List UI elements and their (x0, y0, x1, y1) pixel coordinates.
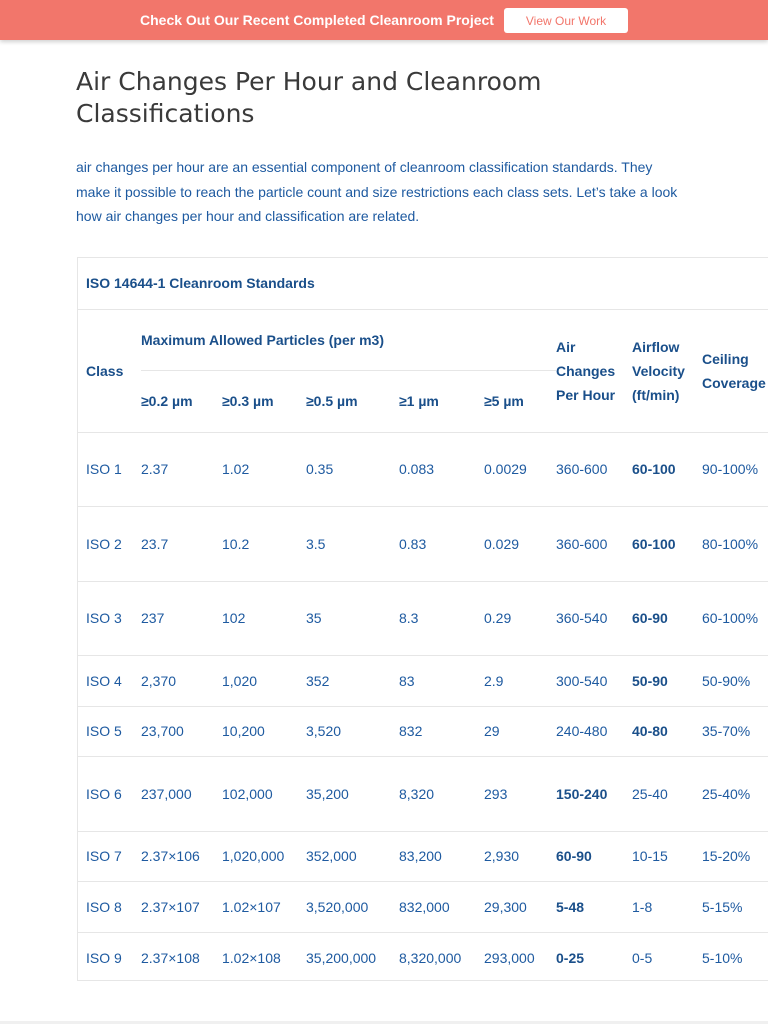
table-cell: 2.37×108 (141, 932, 222, 981)
table-cell: 300-540 (556, 656, 632, 707)
table-row (78, 757, 768, 832)
table-cell: 360-600 (556, 432, 632, 507)
promo-banner (0, 0, 768, 40)
table-cell: 1.02 (222, 432, 306, 507)
table-cell: 10-15 (632, 831, 702, 882)
table-cell: 237,000 (141, 757, 222, 832)
table-cell: 60-90 (556, 831, 632, 882)
table-cell: 50-90 (632, 656, 702, 707)
table-cell: 1-8 (632, 882, 702, 933)
page-title: Air Changes Per Hour and Cleanroom Classifications (76, 67, 542, 128)
table-cell: 360-600 (556, 507, 632, 582)
table-cell: 3,520,000 (306, 882, 399, 933)
table-cell: 5-10% (702, 932, 768, 981)
table-cell: 35-70% (702, 706, 768, 757)
table-cell: 80-100% (702, 507, 768, 582)
table-cell: 29,300 (484, 882, 556, 933)
table-cell: ISO 9 (78, 932, 141, 981)
table-cell: 1.02×107 (222, 882, 306, 933)
table-cell: 15-20% (702, 831, 768, 882)
table-row (78, 932, 768, 981)
table-cell: 2.9 (484, 656, 556, 707)
table-cell: ISO 2 (78, 507, 141, 582)
table-cell: 0.83 (399, 507, 484, 582)
table-row (78, 882, 768, 933)
table-cell: 60-90 (632, 581, 702, 656)
table-cell: ISO 6 (78, 757, 141, 832)
header-particles: Maximum Allowed Particles (per m3) (141, 309, 556, 370)
table-row (78, 507, 768, 582)
view-our-work-button[interactable]: View Our Work (504, 8, 628, 33)
table-cell: 5-48 (556, 882, 632, 933)
table-row (78, 656, 768, 707)
header-ceiling-coverage: Ceiling Coverage (702, 309, 768, 432)
table-cell: 5-15% (702, 882, 768, 933)
table-cell: ISO 3 (78, 581, 141, 656)
table-cell: 3,520 (306, 706, 399, 757)
table-cell: 35,200 (306, 757, 399, 832)
table-cell: 1,020,000 (222, 831, 306, 882)
table-cell: 360-540 (556, 581, 632, 656)
table-cell: ISO 7 (78, 831, 141, 882)
table-cell: 0-5 (632, 932, 702, 981)
table-caption-row (78, 258, 768, 309)
table-cell: 8.3 (399, 581, 484, 656)
header-size-5: ≥5 µm (484, 370, 556, 432)
table-cell: 8,320,000 (399, 932, 484, 981)
table-cell: ISO 8 (78, 882, 141, 933)
table-cell: 35 (306, 581, 399, 656)
table-cell: 83,200 (399, 831, 484, 882)
table-cell: 1.02×108 (222, 932, 306, 981)
header-airflow-velocity: Airflow Velocity (ft/min) (632, 309, 702, 432)
table-cell: 0.029 (484, 507, 556, 582)
table-cell: 293,000 (484, 932, 556, 981)
header-air-changes: Air Changes Per Hour (556, 309, 632, 432)
table-cell: 237 (141, 581, 222, 656)
table-cell: 2.37 (141, 432, 222, 507)
table-cell: 150-240 (556, 757, 632, 832)
table-cell: 23.7 (141, 507, 222, 582)
table-row (78, 581, 768, 656)
table-cell: 83 (399, 656, 484, 707)
table-cell: 2,370 (141, 656, 222, 707)
table-cell: 35,200,000 (306, 932, 399, 981)
table-cell: 50-90% (702, 656, 768, 707)
header-size-0.2: ≥0.2 µm (141, 370, 222, 432)
table-row (78, 831, 768, 882)
table-cell: 10.2 (222, 507, 306, 582)
table-cell: 10,200 (222, 706, 306, 757)
iso-standards-table (78, 258, 768, 981)
promo-banner-text: Check Out Our Recent Completed Cleanroom Project (140, 12, 494, 28)
table-header-row (78, 309, 768, 370)
table-cell: 832 (399, 706, 484, 757)
table-cell: 3.5 (306, 507, 399, 582)
header-size-0.3: ≥0.3 µm (222, 370, 306, 432)
table-cell: 25-40 (632, 757, 702, 832)
table-cell: 293 (484, 757, 556, 832)
table-cell: ISO 1 (78, 432, 141, 507)
table-cell: ISO 4 (78, 656, 141, 707)
table-cell: 0.29 (484, 581, 556, 656)
table-cell: 40-80 (632, 706, 702, 757)
table-cell: 2.37×107 (141, 882, 222, 933)
table-cell: 102,000 (222, 757, 306, 832)
table-cell: 29 (484, 706, 556, 757)
table-cell: 832,000 (399, 882, 484, 933)
table-caption: ISO 14644-1 Cleanroom Standards (86, 275, 315, 292)
table-cell: 102 (222, 581, 306, 656)
table-cell: 25-40% (702, 757, 768, 832)
table-cell: 352,000 (306, 831, 399, 882)
table-cell: 90-100% (702, 432, 768, 507)
table-cell: 60-100 (632, 432, 702, 507)
table-cell: ISO 5 (78, 706, 141, 757)
table-cell: 0.083 (399, 432, 484, 507)
table-cell: 240-480 (556, 706, 632, 757)
table-cell: 352 (306, 656, 399, 707)
table-cell: 0-25 (556, 932, 632, 981)
table-cell: 1,020 (222, 656, 306, 707)
header-size-0.5: ≥0.5 µm (306, 370, 399, 432)
table-cell: 2.37×106 (141, 831, 222, 882)
table-cell: 2,930 (484, 831, 556, 882)
table-row (78, 432, 768, 507)
intro-paragraph: air changes per hour are an essential component of cleanroom classification standards. They make it possible to reach the particle count and size restrictions each class sets. Let’s take a look how air changes per hour and classification are related. (76, 159, 678, 224)
table-cell: 60-100 (632, 507, 702, 582)
table-cell: 23,700 (141, 706, 222, 757)
header-size-1: ≥1 µm (399, 370, 484, 432)
table-cell: 0.0029 (484, 432, 556, 507)
table-cell: 60-100% (702, 581, 768, 656)
table-cell: 8,320 (399, 757, 484, 832)
table-row (78, 706, 768, 757)
header-class: Class (78, 309, 141, 432)
iso-standards-table-container (77, 257, 768, 981)
table-cell: 0.35 (306, 432, 399, 507)
